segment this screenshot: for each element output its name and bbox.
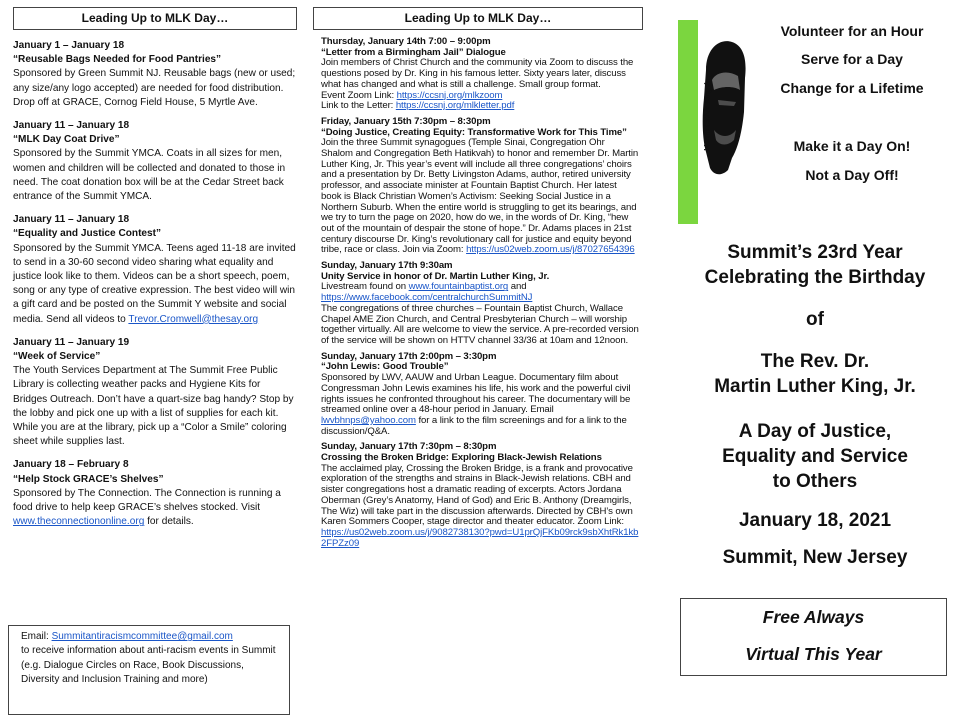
- synagogue-zoom-link[interactable]: https://us02web.zoom.us/j/87027654396: [466, 244, 635, 256]
- event-title: Unity Service in honor of Dr. Martin Luther King, Jr.: [321, 270, 550, 282]
- celebration-title: [680, 240, 950, 570]
- contact-prefix: Email:: [21, 631, 52, 642]
- event-date: January 11 – January 18: [13, 120, 130, 132]
- free-line: Free Always: [762, 607, 865, 627]
- slogan-line: Serve for a Day: [801, 51, 903, 67]
- event-description: [13, 242, 297, 327]
- event-date: January 1 – January 18: [13, 40, 125, 51]
- link-label: Link to the Letter:: [321, 100, 396, 112]
- event-description-text: Sponsored by the Summit YMCA. Teens aged 11-18 are invited to send in a 30-60 second video sharing what equality and justice look like to them. Videos can be a short speech, poem, song or any type of creative expression. The best video will win a gift card and be posted on the Summit Y website and social media. Send all videos to: [13, 242, 296, 325]
- event-description-text: for a link to the film screenings and for a link to the discussion/Q&A.: [321, 414, 627, 437]
- event-doing-justice: [321, 117, 639, 256]
- event-coat-drive: [13, 119, 297, 204]
- event-title: “Equality and Justice Contest”: [13, 228, 162, 240]
- event-broken-bridge: [321, 442, 639, 549]
- slogan-line: Volunteer for an Hour: [780, 23, 924, 39]
- event-title: “Doing Justice, Creating Equity: Transformative Work for This Time”: [321, 126, 627, 138]
- event-reusable-bags: [13, 39, 297, 110]
- column-header: Leading Up to MLK Day…: [13, 7, 297, 30]
- event-zoom-link[interactable]: https://ccsnj.org/mlkzoom: [396, 89, 503, 101]
- event-description-text: Sponsored by LWV, AAUW and Urban League. Documentary film about Congressman John Lewis examines his life, his work and the powerful civil rights issues he confronted throughout his career. The documentary will be streamed online over a 48-hour period in January. Email: [321, 372, 631, 416]
- event-description-text: for details.: [144, 516, 194, 528]
- slogan-line: Not a Day Off!: [805, 167, 899, 183]
- event-description-text: Sponsored by The Connection. The Connection is running a food drive to help keep GRACE’s shelves stocked. Visit: [13, 487, 281, 514]
- event-title: “Week of Service”: [13, 351, 101, 363]
- column-left: [13, 7, 297, 539]
- free-virtual-box: [680, 598, 947, 676]
- fountain-baptist-link[interactable]: www.fountainbaptist.org: [408, 281, 509, 293]
- event-date: Friday, January 15th 7:30pm – 8:30pm: [321, 115, 491, 127]
- zoom-link-line: [321, 528, 639, 549]
- connection-website-link[interactable]: www.theconnectiononline.org: [13, 516, 145, 528]
- event-date: Sunday, January 17th 7:30pm – 8:30pm: [321, 441, 497, 453]
- event-title: “MLK Day Coat Drive”: [13, 134, 120, 146]
- title-line: A Day of Justice,: [738, 421, 892, 442]
- livestream-prefix: Livestream found on: [321, 281, 409, 293]
- free-line: Virtual This Year: [745, 644, 882, 664]
- event-date-line: January 18, 2021: [738, 510, 892, 531]
- events-list: [13, 30, 297, 530]
- event-description: The congregations of three churches – Fountain Baptist Church, Wallace Chapel AME Zion Church, and Central Presbyterian Church – will worship together virtually. All are welcome to view the service. A pre-recorded version of the service will be shown on HTTV channel 33/36 at 10am and 12noon.: [321, 302, 639, 346]
- accent-bar: [678, 20, 698, 224]
- event-description: [13, 487, 297, 530]
- event-title: “John Lewis: Good Trouble”: [321, 361, 449, 373]
- events-list: [313, 30, 643, 549]
- event-description: Sponsored by the Summit YMCA. Coats in all sizes for men, women and children will be collected and donated to those in need. The coat donation box will be at the Cedar Street back entrance of the Summit YMCA.: [13, 148, 286, 203]
- event-date: Sunday, January 17th 2:00pm – 3:30pm: [321, 350, 497, 362]
- letter-pdf-link[interactable]: https://ccsnj.org/mlkletter.pdf: [395, 100, 515, 112]
- event-date: January 11 – January 18: [13, 214, 130, 226]
- contact-description: to receive information about anti-racism events in Summit (e.g. Dialogue Circles on Race, Book Discussions, Diversity and Inclusion Training and more): [21, 645, 276, 685]
- broken-bridge-zoom-link[interactable]: https://us02web.zoom.us/j/9082738130?pwd=U1prQjFKb09rck9sbXhtRk1kb2FPZz09: [321, 526, 639, 549]
- event-date: January 18 – February 8: [13, 459, 129, 471]
- event-title: “Letter from a Birmingham Jail” Dialogue: [321, 46, 506, 58]
- title-line: The Rev. Dr.: [760, 351, 870, 372]
- event-description: The acclaimed play, Crossing the Broken Bridge, is a frank and provocative exploration of the strengths and strains in Black-Jewish relations. CBH and sister congregations host a dramatic reading of excerpts. Actors Jordana Oberman (Grey’s Anatomy, Hand of God) and Eric B. Anthony (Dreamgirls, The Wiz) will take part in the discussion afterwards. Directed by CBH’s own Karen Sommers Cooper, stage director and theater educator. Zoom Link:: [321, 462, 633, 528]
- event-equality-contest: [13, 213, 297, 327]
- title-line: Summit’s 23rd Year: [727, 242, 903, 263]
- central-church-facebook-link[interactable]: https://www.facebook.com/centralchurchSummitNJ: [321, 292, 533, 304]
- lwv-email-link[interactable]: lwvbhnps@yahoo.com: [321, 414, 416, 426]
- event-unity-service: [321, 261, 639, 347]
- event-title: Crossing the Broken Bridge: Exploring Black-Jewish Relations: [321, 452, 602, 464]
- title-line: Equality and Service: [722, 446, 908, 467]
- event-description: Sponsored by Green Summit NJ. Reusable bags (new or used; any size/any logo accepted) are needed for food distribution. Drop off at GRACE, Cornog Field House, 5 Myrtle Ave.: [13, 68, 296, 108]
- mlk-portrait-image: [698, 20, 748, 224]
- event-john-lewis: [321, 352, 639, 438]
- letter-link-line: [321, 101, 639, 112]
- event-date: Thursday, January 14th 7:00 – 9:00pm: [321, 36, 491, 47]
- link-label: Event Zoom Link:: [321, 89, 397, 101]
- title-line: Martin Luther King, Jr.: [714, 376, 916, 397]
- event-title: “Reusable Bags Needed for Food Pantries”: [13, 54, 222, 66]
- event-week-of-service: [13, 336, 297, 450]
- event-birmingham-dialogue: [321, 37, 639, 112]
- event-date: January 11 – January 19: [13, 336, 130, 348]
- slogan-line: Make it a Day On!: [793, 138, 911, 154]
- event-date: Sunday, January 17th 9:30am: [321, 260, 453, 272]
- contest-email-link[interactable]: Trevor.Cromwell@thesay.org: [128, 313, 259, 325]
- contact-box: [8, 625, 290, 715]
- column-header: Leading Up to MLK Day…: [313, 7, 643, 30]
- title-line: of: [806, 309, 824, 330]
- event-title: “Help Stock GRACE’s Shelves”: [13, 473, 164, 485]
- title-line: Celebrating the Birthday: [704, 267, 926, 288]
- event-description: The Youth Services Department at The Summit Free Public Library is collecting weather packs and Hygiene Kits for Bridges Outreach. Don’t have a quart-size bag handy? Stop by the lobby and pick one up with a list of supplies for each kit. While you are at the library, pick up a “Color a Smile” coloring sheet while supplies last.: [13, 365, 294, 448]
- slogan-line: Change for a Lifetime: [780, 80, 924, 96]
- event-description: Join members of Christ Church and the community via Zoom to discuss the questions posed by Dr. King in his famous letter. Sixty years later, discuss what has changed and what is still a challenge. Small group format.: [321, 57, 634, 90]
- event-stock-shelves: [13, 458, 297, 529]
- committee-email-link[interactable]: Summitantiracismcommittee@gmail.com: [51, 631, 233, 642]
- event-description: [321, 373, 639, 437]
- event-location-line: Summit, New Jersey: [722, 547, 908, 568]
- event-description-text: Join the three Summit synagogues (Temple Sinai, Congregation Ohr Shalom and Congregation Beth Hatikvah) to honor and remember Dr. Martin Luther King, Jr. This year’s event will include all three congregations’ choirs and a presentation by Dr. Betty Livingston Adams, author, retired university professor, and associate minister at Fountain Baptist Church. Her latest book is Black Christian Women’s Activism: Seeking Social Justice in a Northern Suburb. When the entire world is struggling to get its bearings, and we try to turn the page on 2020, how do we, in the words of Dr. King, “hew out of the mountain of despair the stone of hope.” Dr. Adams places in 21st century discourse Dr. King’s revolutionary call for justice and equity beyond tribe, race or class. Join via Zoom:: [321, 137, 639, 256]
- portrait-signature: Martin Luther King Jr.: [702, 78, 712, 152]
- event-description: [321, 138, 639, 256]
- livestream-and: and: [508, 281, 527, 293]
- column-middle: [313, 7, 643, 554]
- title-line: to Others: [772, 471, 858, 492]
